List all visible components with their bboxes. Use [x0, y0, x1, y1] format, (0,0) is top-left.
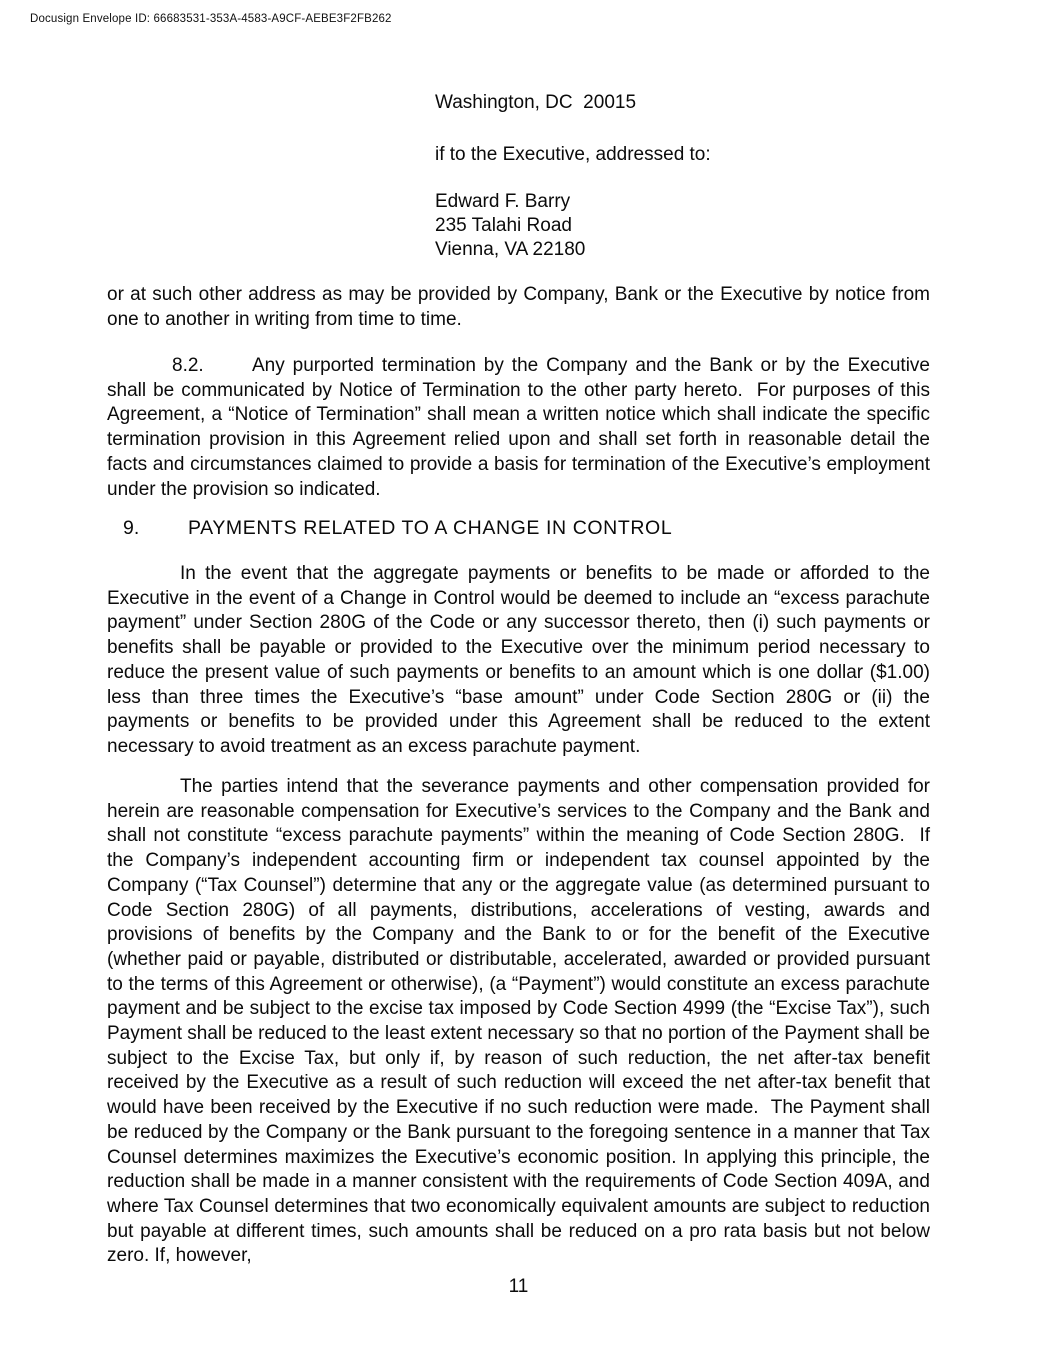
section-8-2-number: 8.2.	[172, 355, 204, 376]
recipient-city-state-zip: Vienna, VA 22180	[435, 239, 586, 260]
paragraph-section-9-2: The parties intend that the severance payments and other compensation provided for herein are reasonable compensation for Executive’s services to the Company and the Bank and shall not constitute “excess parachute payments” within the meaning of Code Section 280G. If the Company’s independent accounting firm or independent tax counsel appointed by the Company (“Tax Counsel”) determine that any or the aggregate value (as determined pursuant to Code Section 280G) of all payments, distributions, accelerations of vesting, awards and provisions of benefits by the Company and the Bank to or for the benefit of the Executive (whether paid or payable, distributed or distributable, accelerated, awarded or provided pursuant to the terms of this Agreement or otherwise), (a “Payment”) would constitute an excess parachute payment and be subject to the excise tax imposed by Code Section 4999 (the “Excise Tax”), such Payment shall be reduced to the least extent necessary so that no portion of the Payment shall be subject to the Excise Tax, but only if, by reason of such reduction, the net after-tax benefit received by the Executive as a result of such reduction will exceed the net after-tax benefit that would have been received by the Executive if no such reduction were made. The Payment shall be reduced by the Company or the Bank pursuant to the foregoing sentence in a manner that Tax Counsel determines maximizes the Executive’s economic position. In applying this principle, the reduction shall be made in a manner consistent with the requirements of Code Section 409A, and where Tax Counsel determines that two economically equivalent amounts are subject to reduction but payable at different times, such amounts shall be reduced on a pro rata basis but not below zero. If, however,	[107, 776, 930, 1267]
section-8-2-text: Any purported termination by the Company and the Bank or by the Executive shall be communicated by Notice of Termination to the other party hereto. For purposes of this Agreement, a “Notice of Termination” shall mean a written notice which shall indicate the specific termination provision in this Agreement relied upon and shall set forth in reasonable detail the facts and circumstances claimed to provide a basis for termination of the Executive’s employment under the provision so indicated.	[107, 355, 930, 500]
address-intro-line: if to the Executive, addressed to:	[435, 144, 711, 165]
recipient-name: Edward F. Barry	[435, 191, 571, 212]
docusign-envelope-id: Docusign Envelope ID: 66683531-353A-4583-A9CF-AEBE3F2FB262	[30, 13, 392, 25]
section-9-number: 9.	[123, 517, 140, 539]
paragraph-section-8-2	[107, 354, 930, 502]
address-spacer	[435, 115, 711, 143]
section-9-title: PAYMENTS RELATED TO A CHANGE IN CONTROL	[188, 517, 673, 539]
section-9-heading	[107, 517, 930, 540]
paragraph-section-9-1: In the event that the aggregate payments or benefits to be made or afforded to the Executive in the event of a Change in Control would be deemed to include an “excess parachute payment” under Section 280G of the Code or any successor thereto, then (i) such payments or benefits shall be payable or provided to the Executive over the minimum period necessary to reduce the present value of such payments or benefits to an amount which is one dollar ($1.00) less than three times the Executive’s “base amount” under Code Section 280G or (ii) the payments or benefits to be provided under this Agreement shall be reduced to the extent necessary to avoid treatment as an excess parachute payment.	[107, 563, 930, 757]
address-city-line: Washington, DC 20015	[435, 92, 637, 113]
address-spacer	[435, 167, 711, 190]
paragraph-notice-address: or at such other address as may be provided by Company, Bank or the Executive by notice from one to another in writing from time to time.	[107, 284, 930, 330]
page-number: 11	[508, 1276, 529, 1297]
notice-address-block	[435, 91, 711, 262]
recipient-street: 235 Talahi Road	[435, 215, 572, 236]
